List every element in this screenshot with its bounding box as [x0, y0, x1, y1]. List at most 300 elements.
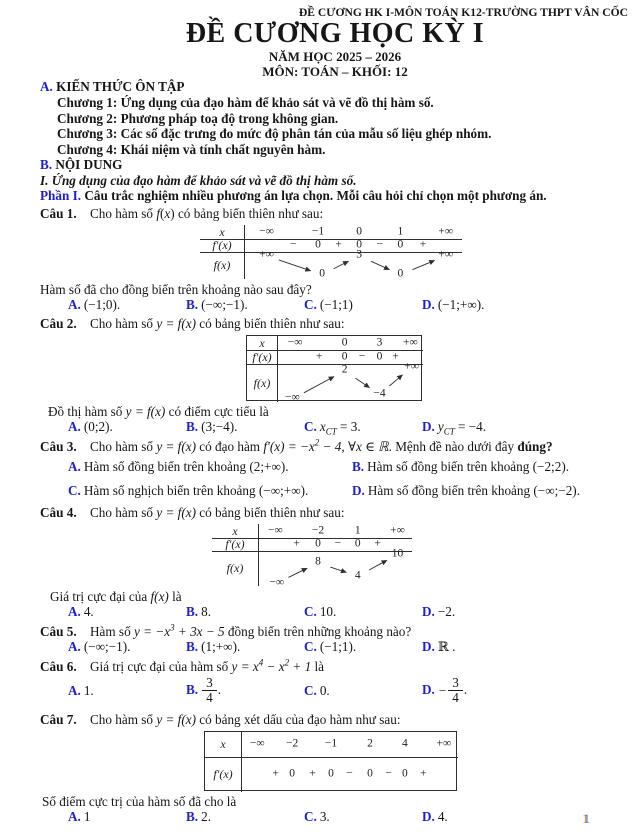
- option-text: [201, 639, 240, 654]
- fraction-stack: [448, 675, 463, 705]
- text-segment: + 1: [289, 658, 312, 674]
- text-segment: (−∞;−1).: [201, 296, 248, 312]
- question-text: [90, 439, 553, 454]
- trend-arrow: [389, 374, 402, 385]
- question-list: [40, 206, 630, 825]
- text-segment: x: [164, 205, 171, 221]
- trend-arrow: [355, 378, 369, 388]
- table-line: [247, 364, 423, 365]
- text-segment: là: [311, 658, 325, 674]
- table-cell: 0: [341, 335, 348, 348]
- section-a-heading: [40, 79, 630, 95]
- text-segment: f(x): [150, 588, 169, 604]
- option-text: [84, 483, 308, 498]
- question: [40, 712, 630, 825]
- table-cell: +∞: [390, 523, 405, 536]
- variation-table: [204, 731, 457, 791]
- text-segment: y = f(x): [156, 504, 196, 520]
- option-text: [84, 683, 94, 698]
- option-letter: A.: [68, 808, 81, 824]
- table-line: [205, 757, 458, 758]
- phan-i-text: Câu trắc nghiệm nhiều phương án lựa chọn. Mỗi câu hỏi chỉ chọn một phương án.: [84, 188, 547, 203]
- option: [68, 639, 130, 655]
- option-text: [320, 639, 356, 654]
- option-letter: D.: [422, 296, 435, 312]
- table-cell: 0: [315, 238, 321, 251]
- option-letter: C.: [68, 482, 81, 498]
- option: [186, 419, 237, 435]
- text-segment: (−1;1).: [319, 638, 357, 654]
- option-text: [84, 297, 120, 312]
- question-label: Câu 6.: [40, 658, 77, 674]
- trend-arrow: [412, 260, 434, 269]
- question-stem-line: [40, 505, 630, 520]
- question-text: [90, 505, 344, 520]
- option-text: [320, 809, 330, 824]
- question-text-line: [40, 589, 630, 604]
- table-cell: +∞: [438, 224, 454, 237]
- table-cell: 4: [354, 568, 361, 581]
- question-label: Câu 2.: [40, 315, 77, 331]
- table-cell: −: [346, 767, 353, 780]
- question-label: Câu 4.: [40, 504, 77, 520]
- text-segment: y = f(x): [156, 711, 196, 727]
- table-line: [258, 524, 259, 586]
- table-line: [241, 732, 242, 792]
- table-cell: −: [376, 238, 384, 251]
- option: [304, 297, 353, 313]
- text-segment: là: [168, 588, 182, 604]
- table-cell: 0: [397, 267, 404, 280]
- text-segment: Hàm số đồng biến trên khoảng (−2;2).: [367, 458, 570, 474]
- document-title: ĐỀ CƯƠNG HỌC KỲ I: [185, 18, 485, 49]
- table-row-label: f(x): [213, 258, 231, 272]
- table-cell: 0: [354, 537, 361, 550]
- text-segment: ,: [341, 438, 348, 454]
- table-cell: 0: [319, 267, 325, 280]
- options-row: [40, 419, 630, 435]
- table-cell: +: [309, 767, 316, 780]
- question-label: Câu 7.: [40, 711, 77, 727]
- section-b-title: NỘI DUNG: [55, 157, 123, 172]
- table-cell: 0: [341, 349, 348, 362]
- option: [422, 297, 484, 313]
- option: [186, 297, 248, 313]
- table-cell: 4: [401, 737, 408, 750]
- table-row-label: x: [220, 737, 226, 751]
- chapter-list: [40, 95, 630, 157]
- option-letter: B.: [186, 638, 199, 654]
- option: [304, 604, 336, 620]
- text-segment: .: [463, 681, 468, 697]
- table-cell: +: [420, 767, 427, 780]
- text-segment: f: [156, 205, 160, 221]
- chapter-line: Chương 4: Khái niệm và tính chất nguyên hàm.: [57, 141, 326, 157]
- option: [68, 809, 90, 825]
- question-text: [90, 624, 411, 639]
- option: [68, 297, 120, 313]
- option-letter: D.: [422, 603, 435, 619]
- option: [68, 604, 94, 620]
- table-cell: −1: [324, 737, 338, 750]
- text-segment: có bảng biến thiên như sau:: [174, 205, 324, 221]
- option-text: [438, 809, 448, 824]
- question-stem-line: [40, 712, 630, 727]
- table-cell: 3: [356, 248, 363, 261]
- text-segment: Đồ thị hàm số: [48, 403, 126, 419]
- table-cell: −: [385, 767, 392, 780]
- monotonicity-arrows: [247, 336, 423, 402]
- trend-arrow: [304, 376, 334, 392]
- question: [40, 439, 630, 502]
- table-line: [200, 252, 462, 253]
- text-segment: (−1;1): [319, 296, 353, 312]
- text-segment: CT: [325, 426, 337, 437]
- table-line: [277, 336, 278, 402]
- text-segment: 2: [314, 437, 320, 448]
- question-text: [90, 206, 323, 221]
- text-segment: = −4.: [454, 418, 487, 434]
- option-text: [319, 418, 361, 437]
- table-cell: 10: [391, 547, 404, 560]
- school-year-line: NĂM HỌC 2025 – 2026: [268, 49, 402, 64]
- option-letter: B.: [352, 458, 365, 474]
- option-text: [367, 459, 569, 474]
- table-row-label: f(x): [253, 375, 271, 390]
- option-letter: C.: [304, 296, 317, 312]
- text-segment: (1;+∞).: [201, 638, 241, 654]
- text-segment: 10.: [319, 603, 337, 619]
- text-segment: ℝ .: [437, 638, 456, 654]
- text-segment: 0.: [319, 682, 330, 698]
- table-cell: −∞: [285, 391, 300, 404]
- text-segment: ): [170, 205, 175, 221]
- text-segment: Cho hàm số: [90, 711, 157, 727]
- text-segment: 4.: [83, 603, 94, 619]
- option: [422, 809, 448, 825]
- trend-arrow: [330, 567, 346, 572]
- table-cell: +: [374, 537, 381, 550]
- text-segment: (−1;0).: [83, 296, 121, 312]
- text-segment: 1.: [83, 682, 94, 698]
- text-segment: f′(x) = −x: [263, 438, 315, 454]
- table-cell: −: [334, 537, 342, 550]
- text-segment: = 3.: [336, 418, 361, 434]
- option-letter: B.: [186, 603, 199, 619]
- text-segment: − x: [263, 658, 285, 674]
- text-segment: Hàm số đồng biến trên khoảng (2;+∞).: [83, 458, 289, 474]
- table-cell: +: [419, 238, 427, 251]
- question-stem-line: [40, 206, 630, 221]
- document-header-line: ĐỀ CƯƠNG HK I-MÔN TOÁN K12-TRƯỜNG THPT VÂN CỐC: [298, 6, 628, 19]
- option: [186, 675, 221, 705]
- table-row-label: f′(x): [225, 537, 245, 551]
- trend-arrow: [279, 259, 311, 270]
- options-row: [40, 604, 630, 620]
- option: [304, 809, 330, 825]
- table-cell: −: [290, 238, 297, 251]
- option-text: [84, 639, 131, 654]
- question-label: Câu 1.: [40, 205, 77, 221]
- table-cell: +: [272, 767, 279, 780]
- text-segment: (3;−4).: [201, 418, 238, 434]
- option: [422, 639, 455, 655]
- option-letter: A.: [68, 418, 81, 434]
- table-cell: 2: [367, 737, 373, 750]
- option: [68, 459, 289, 475]
- option-text: [84, 604, 94, 619]
- text-segment: y = x: [231, 658, 259, 674]
- option-letter: C.: [304, 603, 317, 619]
- table-cell: −∞: [268, 523, 283, 536]
- fraction-numerator: 3: [448, 675, 463, 691]
- text-segment: 4.: [437, 808, 448, 824]
- option-text: [320, 683, 330, 698]
- option-letter: A.: [68, 603, 81, 619]
- table-cell: 0: [401, 767, 408, 780]
- text-segment: (: [159, 205, 165, 221]
- text-segment: y = −x: [133, 623, 171, 639]
- table-row-label: f′(x): [212, 238, 232, 252]
- options-row: [40, 478, 630, 502]
- trend-arrow: [334, 261, 349, 269]
- table-row-label: x: [232, 523, 238, 538]
- option-letter: D.: [422, 681, 435, 697]
- fraction-numerator: 3: [202, 675, 217, 691]
- text-segment: có điểm cực tiểu là: [165, 403, 269, 419]
- table-cell: 0: [367, 767, 373, 780]
- chapter-line: Chương 3: Các số đặc trưng đo mức độ phân tán của mẫu số liệu ghép nhóm.: [57, 126, 492, 141]
- options-row: [40, 639, 630, 655]
- table-row-label: f′(x): [213, 767, 233, 781]
- text-segment: Giá trị cực đại của: [50, 588, 151, 604]
- text-segment: Cho hàm số: [90, 205, 157, 221]
- option-letter: D.: [352, 482, 365, 498]
- text-segment: y = f(x): [156, 438, 196, 454]
- table-cell: +∞: [402, 335, 418, 348]
- text-segment: x: [319, 418, 326, 434]
- option: [304, 419, 361, 435]
- question-stem-line: [40, 624, 630, 639]
- option-letter: A.: [68, 682, 81, 698]
- option-text: [320, 297, 353, 312]
- page-number: 1: [583, 811, 590, 826]
- text-segment: . Mệnh đề nào dưới đây: [388, 438, 518, 454]
- table-cell: +: [315, 349, 323, 362]
- option: [186, 809, 211, 825]
- text-segment: (0;2).: [83, 418, 113, 434]
- table-cell: 1: [397, 224, 404, 237]
- text-segment: 4: [258, 657, 264, 668]
- option-letter: B.: [186, 681, 199, 697]
- text-segment: đúng?: [517, 438, 553, 454]
- option-text: [84, 419, 113, 434]
- option-letter: D.: [422, 638, 435, 654]
- option: [352, 483, 580, 499]
- option-text: [201, 419, 237, 434]
- text-segment: CT: [443, 426, 455, 437]
- option-text: [84, 459, 289, 474]
- option-text: [201, 297, 248, 312]
- part-i-heading: I. Ứng dụng của đạo hàm để khảo sát và vẽ đồ thị hàm số.: [40, 172, 357, 188]
- text-segment: có bảng biến thiên như sau:: [195, 315, 345, 331]
- option-letter: D.: [422, 418, 435, 434]
- table-cell: −4: [373, 387, 386, 400]
- table-cell: −: [358, 349, 366, 362]
- text-segment: .: [217, 681, 221, 697]
- text-segment: ∀x ∈ ℝ: [347, 438, 389, 454]
- text-segment: Hàm số: [90, 623, 134, 639]
- trend-arrow: [369, 560, 387, 570]
- option-text: [437, 418, 487, 437]
- option-text: [438, 639, 456, 654]
- question-stem-line: [40, 659, 630, 674]
- fraction: [439, 675, 463, 705]
- option: [68, 683, 94, 699]
- fraction-denominator: 4: [452, 690, 459, 705]
- option-text: [438, 297, 485, 312]
- section-b-label: B.: [40, 157, 53, 172]
- question: [40, 505, 630, 620]
- options-row: [40, 454, 630, 478]
- option-text: [438, 604, 455, 619]
- section-a-label: A.: [40, 79, 53, 94]
- fraction: [202, 675, 217, 705]
- table-cell: 0: [328, 767, 334, 780]
- text-segment: Cho hàm số: [90, 315, 157, 331]
- table-cell: −2: [285, 737, 299, 750]
- fraction-denominator: 4: [206, 690, 213, 705]
- question-label: Câu 5.: [40, 623, 77, 639]
- text-segment: đồng biến trên những khoảng nào?: [224, 623, 412, 639]
- table-cell: −∞: [259, 224, 274, 237]
- table-cell: 8: [315, 555, 321, 568]
- minus-sign: −: [438, 682, 447, 698]
- option: [186, 604, 211, 620]
- option-letter: A.: [68, 458, 81, 474]
- question: [40, 206, 630, 313]
- table-cell: −1: [311, 224, 325, 237]
- table-cell: 3: [376, 335, 383, 348]
- text-segment: (−∞;−1).: [83, 638, 131, 654]
- text-segment: Hàm số đã cho đồng biến trên khoảng nào sau đây?: [40, 281, 312, 297]
- section-a-title: KIẾN THỨC ÔN TẬP: [56, 79, 185, 94]
- table-cell: +∞: [259, 248, 274, 261]
- table-cell: 0: [315, 537, 321, 550]
- table-cell: 0: [376, 349, 383, 362]
- text-segment: 2.: [201, 808, 211, 824]
- text-segment: có đạo hàm: [195, 438, 264, 454]
- option-letter: B.: [186, 808, 199, 824]
- text-segment: Số điểm cực trị của hàm số đã cho là: [42, 793, 237, 809]
- text-segment: 1: [83, 808, 91, 824]
- question: [40, 624, 630, 655]
- question-text: [90, 712, 401, 727]
- text-segment: y: [437, 418, 444, 434]
- text-segment: có bảng biến thiên như sau:: [195, 504, 345, 520]
- variation-table: [212, 524, 412, 586]
- table-cell: 1: [354, 523, 361, 536]
- option-text: [201, 604, 211, 619]
- option: [68, 419, 113, 435]
- text-segment: Giá trị cực đại của hàm số: [90, 658, 232, 674]
- question-text: [90, 316, 344, 331]
- option-letter: A.: [68, 638, 81, 654]
- option: [304, 683, 330, 699]
- option: [68, 483, 308, 499]
- option-letter: B.: [186, 296, 199, 312]
- question: [40, 659, 630, 708]
- question-text: [90, 659, 324, 674]
- option-text: [84, 809, 91, 824]
- table-cell: −∞: [287, 335, 303, 348]
- option: [352, 459, 569, 475]
- question-label: Câu 3.: [40, 438, 77, 454]
- table-row-label: f(x): [226, 561, 244, 575]
- trend-arrow: [371, 261, 389, 269]
- question-stem-line: [40, 439, 630, 454]
- table-cell: 0: [356, 224, 363, 237]
- text-segment: Hàm số nghịch biến trên khoảng (−∞;+∞).: [83, 482, 309, 498]
- text-segment: Cho hàm số: [90, 504, 157, 520]
- table-row-label: x: [219, 224, 225, 239]
- option: [186, 639, 240, 655]
- phan-i-label: Phần I.: [40, 188, 82, 203]
- option-letter: D.: [422, 808, 435, 824]
- subject-line: MÔN: TOÁN – KHỐI: 12: [262, 64, 408, 79]
- option-text: [438, 674, 468, 705]
- text-segment: 3: [170, 622, 175, 633]
- option-text: [320, 604, 336, 619]
- table-row-label: f′(x): [252, 349, 272, 364]
- table-cell: +∞: [436, 737, 452, 750]
- table-cell: +: [392, 349, 399, 362]
- option-text: [201, 674, 221, 705]
- options-row: [40, 809, 630, 825]
- options-row: [40, 297, 630, 313]
- table-cell: +∞: [438, 248, 454, 261]
- variation-table: [200, 225, 462, 279]
- question-text-line: [40, 794, 630, 809]
- text-segment: − 4: [319, 438, 342, 454]
- section-b-heading: [40, 157, 630, 173]
- table-cell: +: [335, 238, 342, 251]
- option-letter: C.: [304, 808, 317, 824]
- option-letter: C.: [304, 682, 317, 698]
- text-segment: y = f(x): [125, 403, 166, 419]
- question-text-line: [40, 282, 630, 297]
- chapter-line: Chương 1: Ứng dụng của đạo hàm để khảo sát và vẽ đồ thị hàm số.: [57, 95, 434, 110]
- text-segment: −2.: [437, 603, 456, 619]
- text-segment: + 3x − 5: [174, 623, 225, 639]
- option: [422, 604, 455, 620]
- option-text: [368, 483, 580, 498]
- option-letter: C.: [304, 638, 317, 654]
- option-text: [201, 809, 211, 824]
- option: [422, 675, 467, 705]
- text-segment: có bảng xét dấu của đạo hàm như sau:: [195, 711, 401, 727]
- text-segment: 8.: [201, 603, 211, 619]
- text-segment: y = f(x): [156, 315, 196, 331]
- question: [40, 316, 630, 435]
- table-cell: 2: [341, 363, 348, 376]
- text-segment: 3.: [319, 808, 330, 824]
- table-row-label: x: [259, 335, 265, 350]
- table-cell: −∞: [249, 737, 265, 750]
- phan-i-heading: [40, 188, 630, 204]
- text-segment: (−1;+∞).: [437, 296, 485, 312]
- option: [304, 639, 356, 655]
